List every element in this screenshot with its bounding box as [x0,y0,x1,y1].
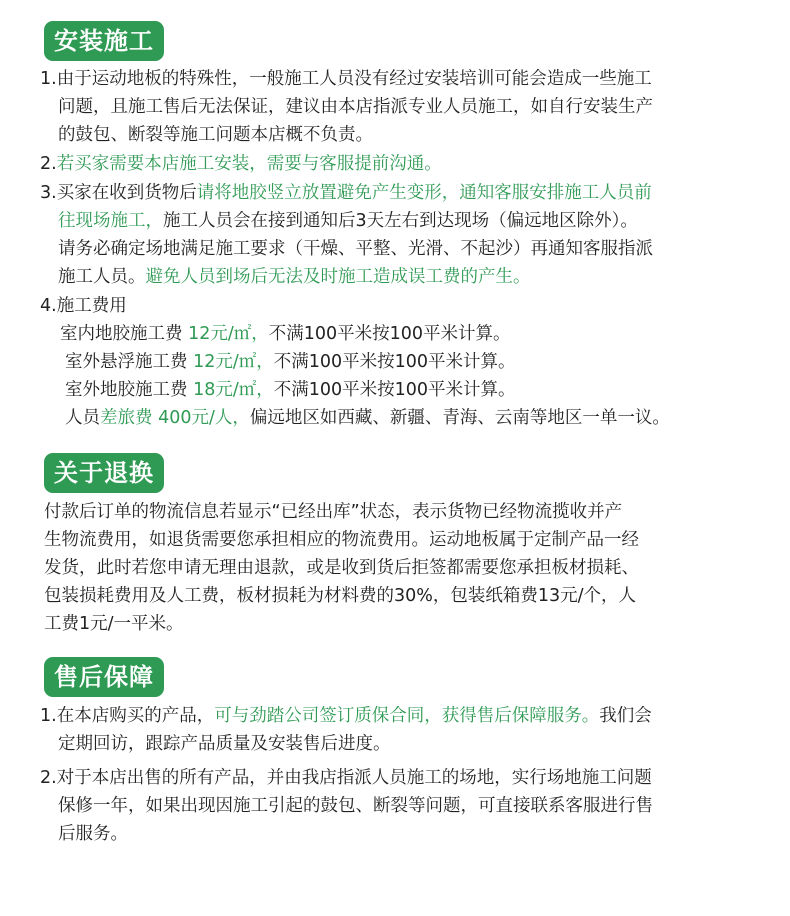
install-p3-line1 [40,179,652,207]
install-p4-heading: 4.施工费用 [40,296,127,316]
section-title-aftersale: 售后保障 [44,657,164,697]
fee-rest: 不满100平米按100平米计算。 [273,380,516,400]
aftersale-p2-line1: 2.对于本店出售的所有产品，并由我店指派人员施工的场地，实行场地施工问题 [40,768,652,788]
aftersale-p1-line1 [40,702,652,730]
install-p1-line2: 问题，且施工售后无法保证，建议由本店指派专业人员施工，如自行安装生产 [58,97,653,117]
aftersale-p2-line2: 保修一年，如果出现因施工引起的鼓包、断裂等问题，可直接联系客服进行售 [58,796,653,816]
refund-line1: 付款后订单的物流信息若显示“已经出库”状态，表示货物已经物流揽收并产 [44,502,623,522]
fee-row [65,404,670,432]
aftersale-p2-line3: 后服务。 [58,824,128,844]
fee-row [60,320,511,348]
fee-price: 18元/㎡， [193,380,274,400]
refund-line4: 包装损耗费用及人工费，板材损耗为材料费的30%，包装纸箱费13元/个，人 [44,586,637,606]
install-p3-line1-b: 请将地胶竖立放置避免产生变形，通知客服安排施工人员前 [196,183,652,203]
install-p2-prefix: 2. [40,154,57,174]
install-p2-green: 若买家需要本店施工安装，需要与客服提前沟通。 [56,154,442,174]
fee-rest: 偏远地区如西藏、新疆、青海、云南等地区一单一议。 [249,408,670,428]
fee-price: 12元/㎡， [188,324,269,344]
refund-line5: 工费1元/一平米。 [44,614,184,634]
aftersale-p1-line1-a: 1.在本店购买的产品， [40,706,215,726]
section-title-refund: 关于退换 [44,453,164,493]
section-title-install: 安装施工 [44,21,164,61]
install-p1-line3: 的鼓包、断裂等施工问题本店概不负责。 [58,125,373,145]
install-p3-line2-a: 往现场施工， [58,211,163,231]
fee-rest: 不满100平米按100平米计算。 [268,324,511,344]
aftersale-p1-line2: 定期回访，跟踪产品质量及安装售后进度。 [58,734,391,754]
fee-price: 12元/㎡， [193,352,274,372]
install-p3-line2-b: 施工人员会在接到通知后3天左右到达现场（偏远地区除外）。 [163,211,638,231]
install-p3-line4-a: 施工人员。 [58,267,146,287]
refund-line3: 发货，此时若您申请无理由退款，或是收到货后拒签都需要您承担板材损耗、 [44,558,639,578]
install-p1-line1: 1.由于运动地板的特殊性，一般施工人员没有经过安装培训可能会造成一些施工 [40,69,652,89]
fee-label: 室外地胶施工费 [65,380,194,400]
fee-rest: 不满100平米按100平米计算。 [273,352,516,372]
install-p3-line2 [58,207,638,235]
fee-label: 室外悬浮施工费 [65,352,194,372]
aftersale-p1-line1-b: 可与劲踏公司签订质保合同，获得售后保障服务。 [214,706,600,726]
fee-row [65,376,516,404]
fee-price: 差旅费 400元/人， [100,408,250,428]
fee-row [65,348,516,376]
fee-label: 人员 [65,408,100,428]
refund-line2: 生物流费用，如退货需要您承担相应的物流费用。运动地板属于定制产品一经 [44,530,639,550]
install-p3-line4 [58,263,531,291]
install-p3-line1-a: 3.买家在收到货物后 [40,183,197,203]
aftersale-p1-line1-c: 我们会 [599,706,652,726]
fee-label: 室内地胶施工费 [60,324,189,344]
install-p3-line3: 请务必确定场地满足施工要求（干燥、平整、光滑、不起沙）再通知客服指派 [58,239,653,259]
install-p3-line4-b: 避免人员到场后无法及时施工造成误工费的产生。 [145,267,531,287]
install-p2-line1 [40,150,442,178]
